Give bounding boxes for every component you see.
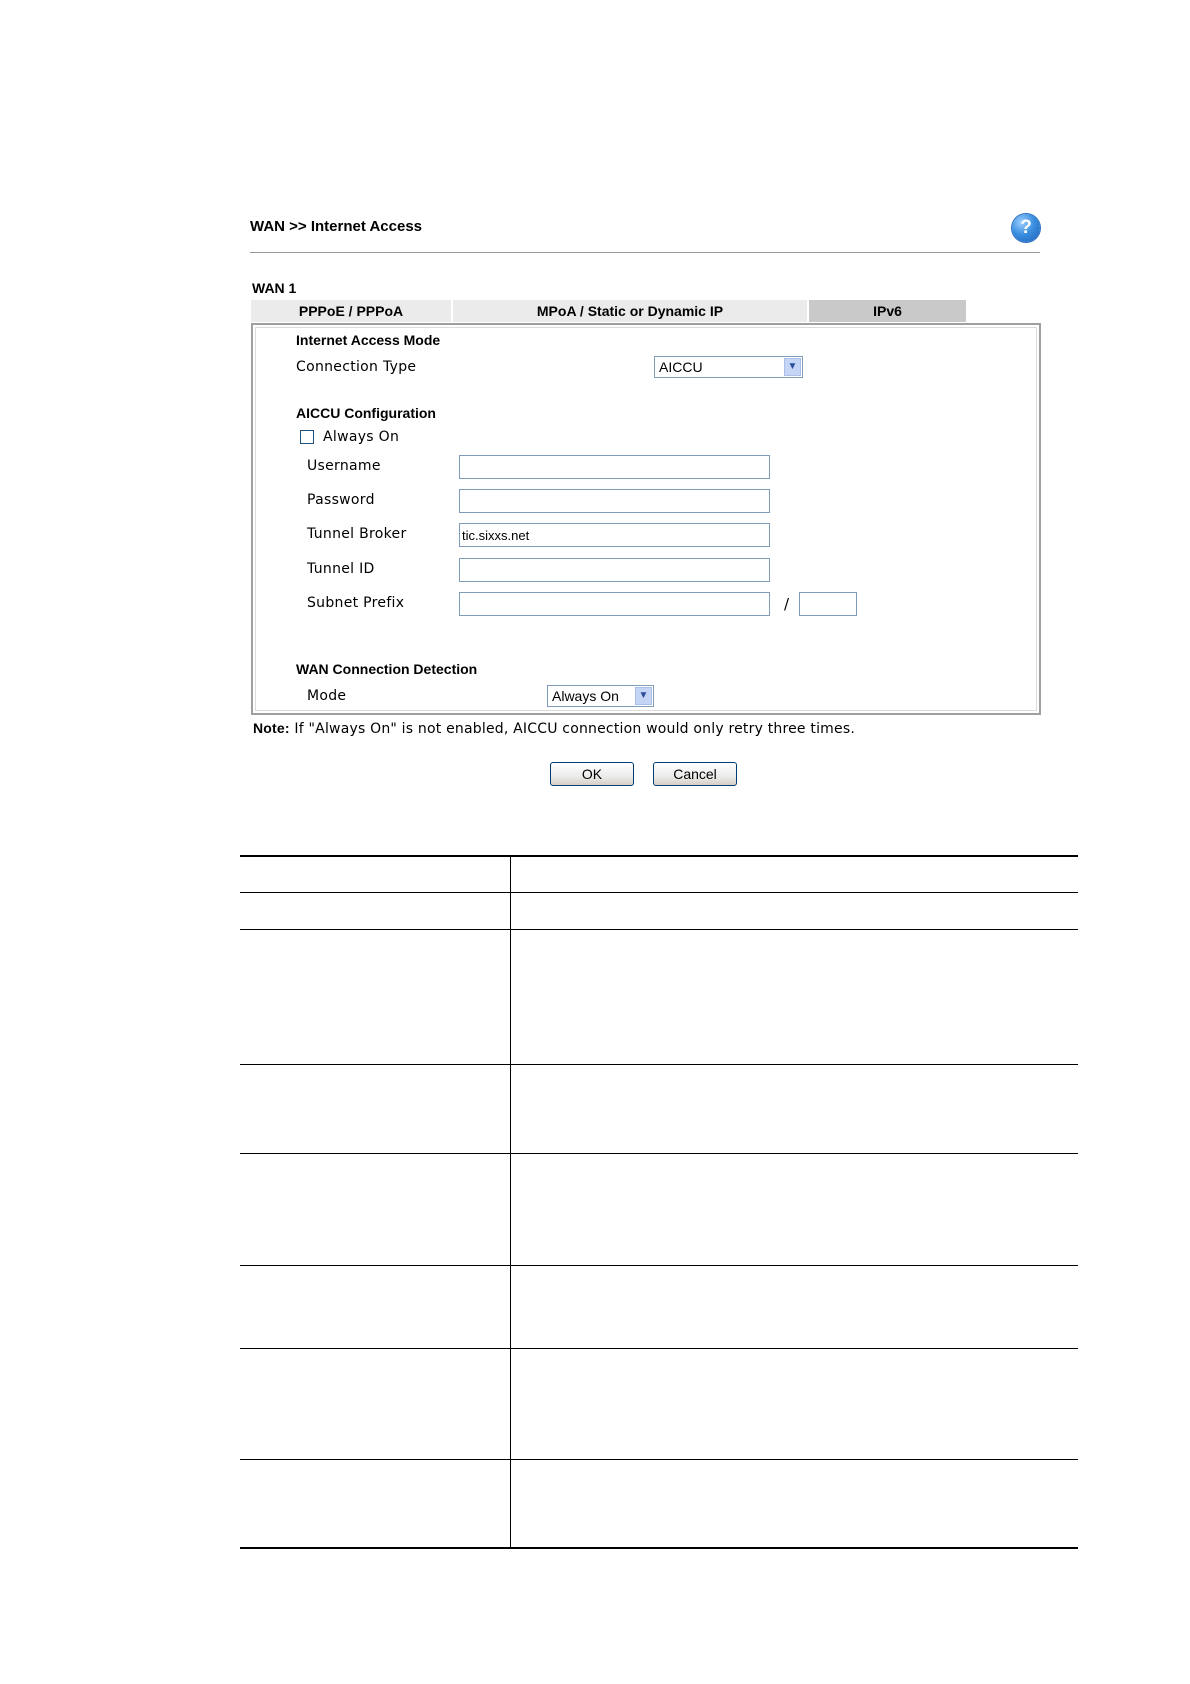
column-divider: [510, 892, 511, 929]
username-label: Username: [307, 458, 381, 474]
detection-mode-select[interactable]: [547, 685, 654, 707]
subnet-prefix-input[interactable]: [459, 592, 770, 616]
tunnel-broker-input[interactable]: [459, 523, 770, 547]
mode-label: Mode: [307, 688, 347, 704]
note-prefix: Note:: [253, 720, 290, 736]
aiccu-configuration-title: AICCU Configuration: [296, 405, 436, 421]
always-on-label: Always On: [323, 429, 400, 445]
breadcrumb: WAN >> Internet Access: [250, 218, 423, 235]
table-row: [240, 1064, 1078, 1154]
help-icon[interactable]: ?: [1012, 214, 1040, 242]
connection-type-select[interactable]: [654, 356, 803, 378]
subnet-prefix-label: Subnet Prefix: [307, 595, 405, 611]
note-text: If "Always On" is not enabled, AICCU connection would only retry three times.: [289, 721, 855, 737]
detection-mode-value: Always On: [552, 688, 619, 704]
table-row: [240, 855, 1078, 893]
subnet-separator: /: [784, 595, 790, 613]
internet-access-mode-title: Internet Access Mode: [296, 332, 441, 348]
table-row: [240, 929, 1078, 1065]
tunnel-id-input[interactable]: [459, 558, 770, 582]
ipv6-settings-panel: [251, 323, 1041, 715]
subnet-prefix-length-input[interactable]: [799, 592, 857, 616]
tunnel-id-label: Tunnel ID: [307, 561, 375, 577]
username-input[interactable]: [459, 455, 770, 479]
table-row: [240, 1348, 1078, 1460]
connection-type-value: AICCU: [659, 359, 703, 375]
column-divider: [510, 855, 511, 892]
tab-mpoa-static-dynamic[interactable]: MPoA / Static or Dynamic IP: [453, 300, 809, 322]
table-bottom-rule: [240, 1547, 1078, 1549]
column-divider: [510, 1153, 511, 1265]
cancel-button[interactable]: Cancel: [653, 762, 737, 786]
table-row: [240, 892, 1078, 930]
table-row: [240, 1265, 1078, 1349]
tab-pppoe-pppoa[interactable]: PPPoE / PPPoA: [251, 300, 453, 322]
password-input[interactable]: [459, 489, 770, 513]
table-row: [240, 1153, 1078, 1266]
connection-type-label: Connection Type: [296, 359, 417, 375]
column-divider: [510, 1265, 511, 1348]
ok-button[interactable]: OK: [550, 762, 634, 786]
tab-ipv6[interactable]: IPv6: [809, 300, 968, 322]
column-divider: [510, 929, 511, 1064]
column-divider: [510, 1459, 511, 1547]
note: [253, 720, 855, 737]
chevron-down-icon: ▼: [635, 687, 652, 705]
column-divider: [510, 1348, 511, 1459]
table-row: [240, 1459, 1078, 1547]
page-header: [250, 208, 1040, 253]
column-divider: [510, 1064, 511, 1153]
panel-inner-border: [255, 327, 1037, 711]
wan-connection-detection-title: WAN Connection Detection: [296, 661, 478, 677]
password-label: Password: [307, 492, 375, 508]
always-on-checkbox[interactable]: [300, 430, 314, 444]
tunnel-broker-label: Tunnel Broker: [307, 526, 407, 542]
chevron-down-icon: ▼: [784, 358, 801, 376]
wan-label: WAN 1: [252, 280, 297, 296]
